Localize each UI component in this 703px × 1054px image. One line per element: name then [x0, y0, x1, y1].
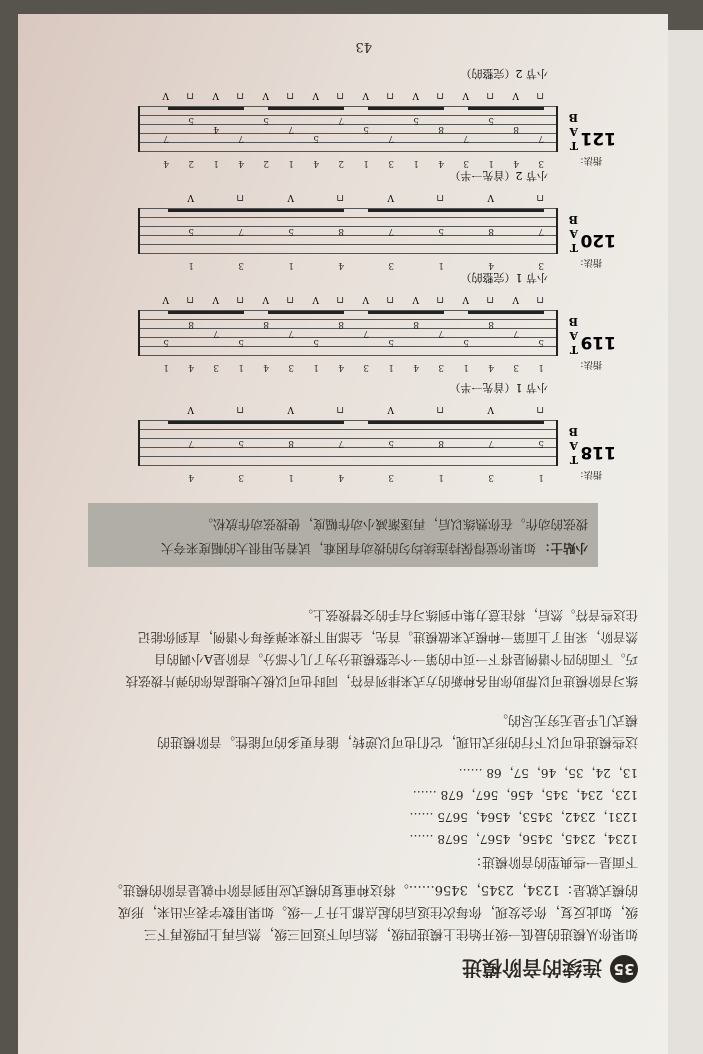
fret-number: 8	[263, 319, 269, 329]
pick-direction-icon: ⊓	[386, 294, 394, 304]
finger-number: 4	[313, 158, 319, 168]
fret-number: 7	[538, 133, 544, 143]
finger-number: 4	[488, 362, 494, 372]
finger-number: 1	[313, 362, 319, 372]
fret-number: 7	[488, 438, 494, 448]
fret-number: 7	[288, 124, 294, 134]
fret-number: 7	[238, 133, 244, 143]
fret-number: 5	[388, 337, 394, 347]
bar-line	[138, 208, 140, 254]
note-beam	[268, 107, 344, 110]
finger-number: 3	[388, 158, 394, 168]
tab-letter: T	[569, 139, 578, 152]
pick-direction-icon: ⊓	[236, 294, 244, 304]
staff-line	[138, 115, 558, 116]
fret-number: 8	[488, 319, 494, 329]
note-beam	[168, 311, 244, 314]
pick-direction-icon: ⊓	[536, 192, 544, 202]
pick-direction-icon: V	[362, 90, 369, 100]
fret-number: 4	[213, 124, 219, 134]
fret-number: 5	[313, 337, 319, 347]
finger-number: 3	[213, 362, 219, 372]
fret-number: 7	[363, 328, 369, 338]
sequence-2: 1231，2342，3453，4564，5675 ……	[409, 810, 638, 824]
example-number: 119	[580, 332, 616, 352]
bar-line	[138, 106, 140, 152]
note-beam	[368, 107, 444, 110]
fret-number: 7	[288, 328, 294, 338]
pick-direction-icon: ⊓	[186, 294, 194, 304]
pick-direction-icon: ⊓	[236, 90, 244, 100]
tab-clef	[569, 212, 578, 254]
intro-line-1: 如果你从模进的最低一级开始往上模进四级，然后向下返回三级，然后再上四级再下三	[143, 926, 638, 941]
para3-line-1: 练习音阶模进可以帮助你用各种新的方式来排列音符，同时也可以极大地提高你的弹片拨弦技	[125, 674, 638, 689]
finger-number: 1	[463, 362, 469, 372]
fret-number: 5	[438, 226, 444, 236]
finger-number: 1	[438, 260, 444, 270]
staff-line	[138, 346, 558, 347]
fret-number: 5	[263, 115, 269, 125]
fret-number: 7	[163, 133, 169, 143]
fret-number: 8	[438, 438, 444, 448]
pick-direction-icon: ⊓	[436, 294, 444, 304]
para3-line-2: 巧。下面的四个谱例是将下一页中的第一个完整模进分为了几个部分。音阶是A小调的自	[153, 652, 638, 667]
pick-direction-icon: ⊓	[436, 90, 444, 100]
finger-number: 1	[163, 362, 169, 372]
finger-number: 4	[513, 158, 519, 168]
fret-number: 8	[288, 438, 294, 448]
fret-number: 8	[338, 319, 344, 329]
staff-line	[138, 456, 558, 457]
bar-line	[138, 420, 140, 466]
finger-number: 3	[388, 260, 394, 270]
example-caption: 小节 2（完整的）	[460, 67, 548, 80]
note-beam	[368, 209, 544, 212]
pick-direction-icon: V	[412, 294, 419, 304]
pick-direction-icon: V	[312, 294, 319, 304]
finger-number: 3	[513, 362, 519, 372]
fingering-label: 指法：	[574, 257, 602, 267]
fret-number: 7	[213, 328, 219, 338]
example-number: 120	[580, 230, 616, 250]
note-beam	[468, 107, 544, 110]
finger-number: 4	[338, 472, 344, 482]
fret-number: 7	[438, 328, 444, 338]
fret-number: 5	[463, 337, 469, 347]
note-beam	[368, 421, 544, 424]
example-120	[138, 169, 616, 270]
tab-letter: A	[569, 227, 578, 240]
tab-letter: T	[569, 453, 578, 466]
tab-letter: B	[568, 425, 578, 438]
pick-direction-icon: ⊓	[336, 404, 344, 414]
pick-direction-icon: V	[162, 90, 169, 100]
book-page	[18, 14, 668, 1054]
staff-line	[138, 235, 558, 236]
staff-line	[138, 253, 558, 254]
example-number: 118	[580, 442, 616, 462]
fret-number: 5	[188, 115, 194, 125]
finger-number: 1	[438, 472, 444, 482]
rotated-content	[18, 14, 668, 1054]
example-caption: 小节 2（首先一半）	[449, 169, 548, 182]
finger-number: 3	[538, 158, 544, 168]
pick-direction-icon: V	[512, 90, 519, 100]
pick-direction-icon: V	[187, 192, 194, 202]
note-beam	[468, 311, 544, 314]
tip-box	[88, 503, 598, 567]
finger-number: 4	[188, 362, 194, 372]
fingering-label: 指法：	[574, 155, 602, 165]
finger-number: 1	[288, 472, 294, 482]
pick-direction-icon: V	[487, 192, 494, 202]
fret-number: 8	[513, 124, 519, 134]
next-page-edge	[664, 30, 703, 1054]
bar-line	[138, 310, 140, 356]
pick-direction-icon: V	[387, 404, 394, 414]
finger-number: 2	[188, 158, 194, 168]
para3-line-4: 住这些音符。然后，将注意力集中到练习右手的交替拨弦上。	[300, 608, 638, 623]
fret-number: 8	[488, 226, 494, 236]
fret-number: 5	[538, 438, 544, 448]
tab-clef	[569, 314, 578, 356]
para3-line-3: 然音阶，采用了上面第一种模式来做模进。首先，全部用下拨来弹奏每个谱例，直到你能记	[137, 630, 638, 645]
example-caption: 小节 1（完整的）	[460, 271, 548, 284]
pick-direction-icon: V	[462, 294, 469, 304]
fret-number: 5	[288, 226, 294, 236]
staff-line	[138, 328, 558, 329]
fret-number: 5	[188, 226, 194, 236]
finger-number: 1	[488, 158, 494, 168]
bar-line	[556, 420, 558, 466]
fingering-label: 指法：	[574, 469, 602, 479]
note-beam	[268, 311, 344, 314]
staff-line	[138, 142, 558, 143]
sequence-1: 1234，2345，3456，4567，5678 ……	[409, 832, 638, 846]
pick-direction-icon: ⊓	[286, 294, 294, 304]
finger-number: 1	[288, 158, 294, 168]
staff-line	[138, 244, 558, 245]
finger-number: 3	[488, 472, 494, 482]
section-header	[462, 955, 638, 984]
example-119	[138, 271, 616, 372]
staff-line	[138, 355, 558, 356]
staff-line	[138, 133, 558, 134]
pick-direction-icon: V	[287, 192, 294, 202]
tab-clef	[569, 110, 578, 152]
finger-number: 1	[413, 158, 419, 168]
fret-number: 7	[338, 438, 344, 448]
tab-letter: A	[569, 329, 578, 342]
finger-number: 1	[238, 362, 244, 372]
sequence-4: 13，24，35，46，57，68 ……	[458, 766, 638, 780]
sequences-lead: 下面是一些典型的音阶模进：	[468, 854, 638, 869]
staff-line	[138, 226, 558, 227]
bar-line	[556, 310, 558, 356]
pick-direction-icon: V	[512, 294, 519, 304]
page-number: 43	[355, 39, 372, 54]
tab-letter: B	[568, 213, 578, 226]
intro-line-3: 的模式就是：1234，2345，3456……。将这种重复的模式应用到音阶中就是音阶的模进。	[109, 882, 638, 897]
pick-direction-icon: V	[387, 192, 394, 202]
tab-letter: B	[568, 111, 578, 124]
finger-number: 4	[413, 362, 419, 372]
finger-number: 1	[288, 260, 294, 270]
finger-number: 2	[263, 158, 269, 168]
fret-number: 5	[388, 438, 394, 448]
fret-number: 5	[313, 133, 319, 143]
tab-letter: A	[569, 439, 578, 452]
fret-number: 5	[238, 438, 244, 448]
fret-number: 8	[188, 319, 194, 329]
fret-number: 8	[438, 124, 444, 134]
finger-number: 3	[438, 362, 444, 372]
fret-number: 5	[413, 115, 419, 125]
intro-line-2: 级，如此反复，你会发现，你每次往返后的起点都上升了一级。如果用数字表示出来，形成	[117, 904, 638, 919]
finger-number: 1	[388, 362, 394, 372]
pick-direction-icon: V	[412, 90, 419, 100]
fret-number: 8	[338, 226, 344, 236]
staff-line	[138, 319, 558, 320]
para2-line-1: 这些模进也可以下行的形式出现，它们也可以逆转，能有更多的可能性。音阶模进的	[156, 734, 638, 749]
fret-number: 7	[238, 226, 244, 236]
tab-clef	[569, 424, 578, 466]
pick-direction-icon: V	[462, 90, 469, 100]
finger-number: 4	[438, 158, 444, 168]
bar-line	[556, 106, 558, 152]
tab-letter: B	[568, 315, 578, 328]
tip-line-2: 拨弦的动作。在你熟练以后，再逐渐减小动作幅度，使拨弦动作放松。	[200, 517, 588, 532]
example-number: 121	[580, 128, 616, 148]
staff-line	[138, 438, 558, 439]
fret-number: 5	[163, 337, 169, 347]
pick-direction-icon: ⊓	[536, 404, 544, 414]
note-beam	[168, 421, 344, 424]
fret-number: 5	[488, 115, 494, 125]
pick-direction-icon: ⊓	[436, 192, 444, 202]
finger-number: 4	[238, 158, 244, 168]
section-title: 连续的音阶模进	[462, 956, 602, 980]
example-121	[138, 67, 616, 168]
finger-number: 3	[388, 472, 394, 482]
tab-letter: T	[569, 241, 578, 254]
fret-number: 5	[363, 124, 369, 134]
finger-number: 3	[363, 362, 369, 372]
example-caption: 小节 1（首先一半）	[449, 381, 548, 394]
pick-direction-icon: V	[287, 404, 294, 414]
pick-direction-icon: V	[262, 294, 269, 304]
finger-number: 1	[213, 158, 219, 168]
fret-number: 7	[538, 226, 544, 236]
pick-direction-icon: V	[187, 404, 194, 414]
note-beam	[368, 311, 444, 314]
finger-number: 1	[538, 472, 544, 482]
pick-direction-icon: ⊓	[286, 90, 294, 100]
note-beam	[168, 107, 244, 110]
tab-letter: A	[569, 125, 578, 138]
staff-line	[138, 429, 558, 430]
pick-direction-icon: V	[212, 294, 219, 304]
pick-direction-icon: ⊓	[236, 192, 244, 202]
example-118	[138, 381, 616, 482]
pick-direction-icon: ⊓	[336, 90, 344, 100]
fret-number: 8	[413, 319, 419, 329]
pick-direction-icon: V	[212, 90, 219, 100]
fret-number: 5	[238, 337, 244, 347]
pick-direction-icon: V	[487, 404, 494, 414]
pick-direction-icon: ⊓	[536, 90, 544, 100]
finger-number: 3	[238, 472, 244, 482]
finger-number: 1	[538, 362, 544, 372]
fingering-label: 指法：	[574, 359, 602, 369]
pick-direction-icon: ⊓	[536, 294, 544, 304]
finger-number: 4	[163, 158, 169, 168]
fret-number: 7	[388, 226, 394, 236]
pick-direction-icon: ⊓	[386, 90, 394, 100]
finger-number: 4	[188, 472, 194, 482]
section-number-badge: 35	[610, 956, 638, 984]
pick-direction-icon: ⊓	[486, 294, 494, 304]
staff-line	[138, 337, 558, 338]
pick-direction-icon: ⊓	[336, 192, 344, 202]
pick-direction-icon: ⊓	[336, 294, 344, 304]
bar-line	[556, 208, 558, 254]
pick-direction-icon: ⊓	[436, 404, 444, 414]
finger-number: 4	[338, 362, 344, 372]
tip-label: 小贴士：	[537, 541, 588, 556]
finger-number: 3	[238, 260, 244, 270]
fret-number: 7	[388, 133, 394, 143]
staff-line	[138, 465, 558, 466]
fret-number: 7	[513, 328, 519, 338]
pick-direction-icon: ⊓	[186, 90, 194, 100]
finger-number: 4	[263, 362, 269, 372]
finger-number: 3	[463, 158, 469, 168]
pick-direction-icon: V	[162, 294, 169, 304]
pick-direction-icon: V	[262, 90, 269, 100]
fret-number: 7	[338, 115, 344, 125]
finger-number: 1	[363, 158, 369, 168]
tip-line-1: 如果你觉得保持连续均匀的拨动有困难，试着先用很大的幅度来夸大	[160, 541, 536, 556]
staff-line	[138, 447, 558, 448]
pick-direction-icon: ⊓	[236, 404, 244, 414]
pick-direction-icon: ⊓	[486, 90, 494, 100]
finger-number: 3	[288, 362, 294, 372]
finger-number: 4	[488, 260, 494, 270]
finger-number: 1	[188, 260, 194, 270]
fret-number: 7	[188, 438, 194, 448]
finger-number: 4	[338, 260, 344, 270]
fret-number: 5	[538, 337, 544, 347]
note-beam	[168, 209, 344, 212]
fret-number: 7	[463, 133, 469, 143]
pick-direction-icon: V	[362, 294, 369, 304]
tab-letter: T	[569, 343, 578, 356]
staff-line	[138, 151, 558, 152]
finger-number: 2	[338, 158, 344, 168]
para2-line-2: 模式几乎是无穷无尽的。	[494, 712, 638, 727]
staff-line	[138, 124, 558, 125]
pick-direction-icon: V	[312, 90, 319, 100]
staff-line	[138, 217, 558, 218]
finger-number: 3	[538, 260, 544, 270]
sequence-3: 123，234，345，456，567，678 ……	[412, 788, 638, 802]
